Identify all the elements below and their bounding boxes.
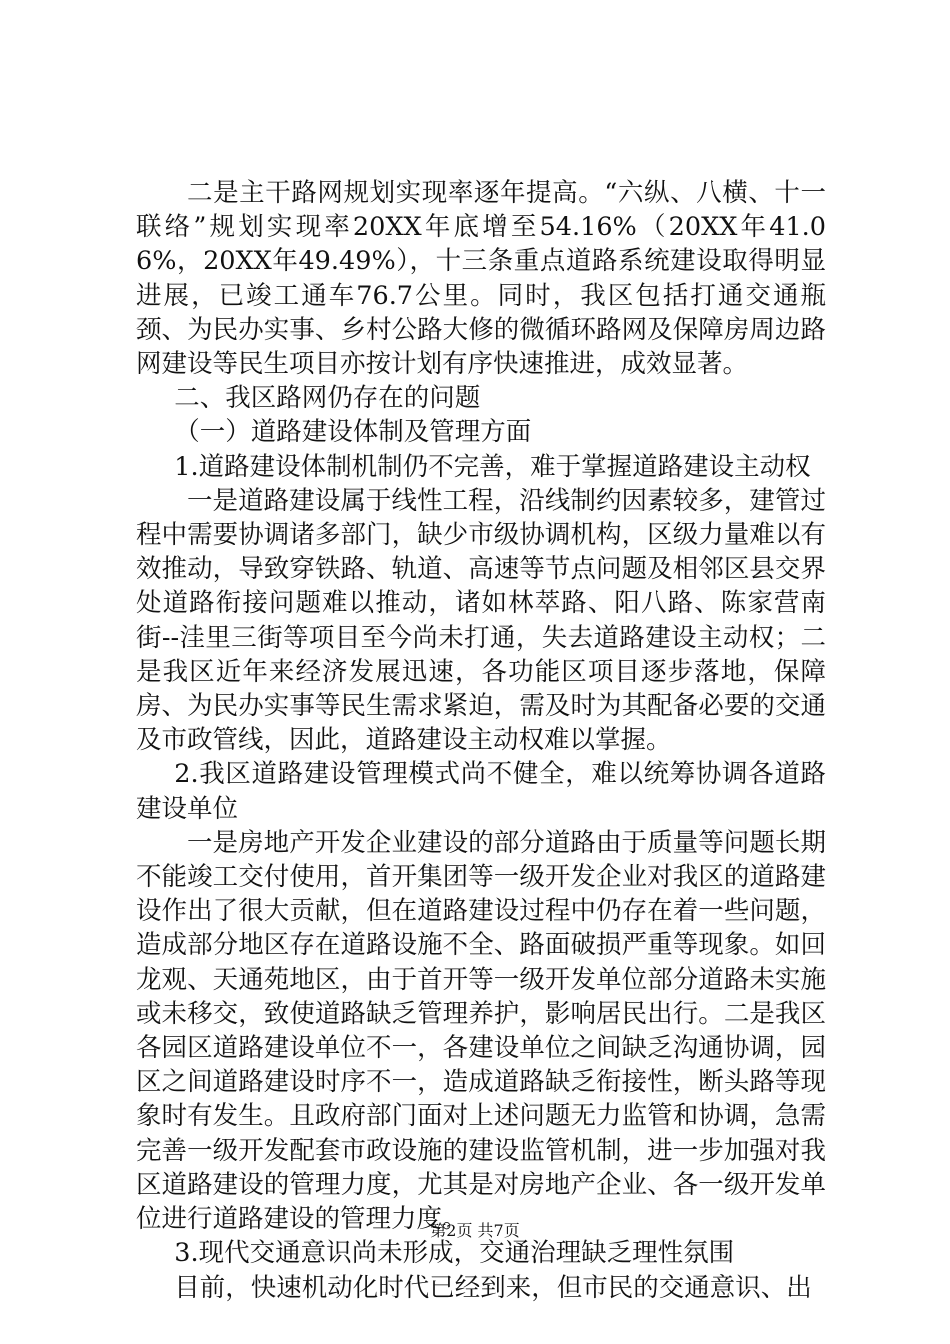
paragraph-road-network-progress: 二是主干路网规划实现率逐年提高。“六纵、八横、十一联络”规划实现率20XX年底增至54.16%（20XX年41.06%，20XX年49.49%），十三条重点道路系统建设取得明显进展，已竣工通车76.7公里。同时，我区包括打通交通瓶颈、为民办实事、乡村公路大修的微循环路网及保障房周边路网建设等民生项目亦按计划有序快速推进，成效显著。 <box>136 178 826 380</box>
paragraph-item-2-detail: 一是房地产开发企业建设的部分道路由于质量等问题长期不能竣工交付使用，首开集团等一级开发企业对我区的道路建设作出了很大贡献，但在道路建设过程中仍存在着一些问题，造成部分地区存在道路设施不全、路面破损严重等现象。如回龙观、天通苑地区，由于首开等一级开发单位部分道路未实施或未移交，致使道路缺乏管理养护，影响居民出行。二是我区各园区道路建设单位不一，各建设单位之间缺乏沟通协调，园区之间道路建设时序不一，造成道路缺乏衔接性，断头路等现象时有发生。且政府部门面对上述问题无力监管和协调，急需完善一级开发配套市政设施的建设监管机制，进一步加强对我区道路建设的管理力度，尤其是对房地产企业、各一级开发单位进行道路建设的管理力度。 <box>136 827 826 1235</box>
paragraph-item-3-detail: 目前，快速机动化时代已经到来，但市民的交通意识、出 <box>174 1272 812 1303</box>
document-body <box>136 176 826 1305</box>
subsection-heading-management: （一）道路建设体制及管理方面 <box>174 417 532 448</box>
paragraph-item-1-detail: 一是道路建设属于线性工程，沿线制约因素较多，建管过程中需要协调诸多部门，缺少市级协调机构，区级力量难以有效推动，导致穿铁路、轨道、高速等节点问题及相邻区县交界处道路衔接问题难以推动，诸如林萃路、阳八路、陈家营南街--洼里三街等项目至今尚未打通，失去道路建设主动权；二是我区近年来经济发展迅速，各功能区项目逐步落地，保障房、为民办实事等民生需求紧迫，需及时为其配备必要的交通及市政管线，因此，道路建设主动权难以掌握。 <box>136 485 826 756</box>
section-heading-problems: 二、我区路网仍存在的问题 <box>174 383 481 414</box>
item-heading-3: 3.现代交通意识尚未形成，交通治理缺乏理性氛围 <box>174 1238 735 1269</box>
item-heading-1: 1.道路建设体制机制仍不完善，难于掌握道路建设主动权 <box>174 451 811 482</box>
item-heading-2: 2.我区道路建设管理模式尚不健全，难以统筹协调各道路建设单位 <box>136 759 826 824</box>
page-number-label: 第2页 共7页 <box>430 1221 520 1240</box>
page-footer <box>0 1218 950 1241</box>
